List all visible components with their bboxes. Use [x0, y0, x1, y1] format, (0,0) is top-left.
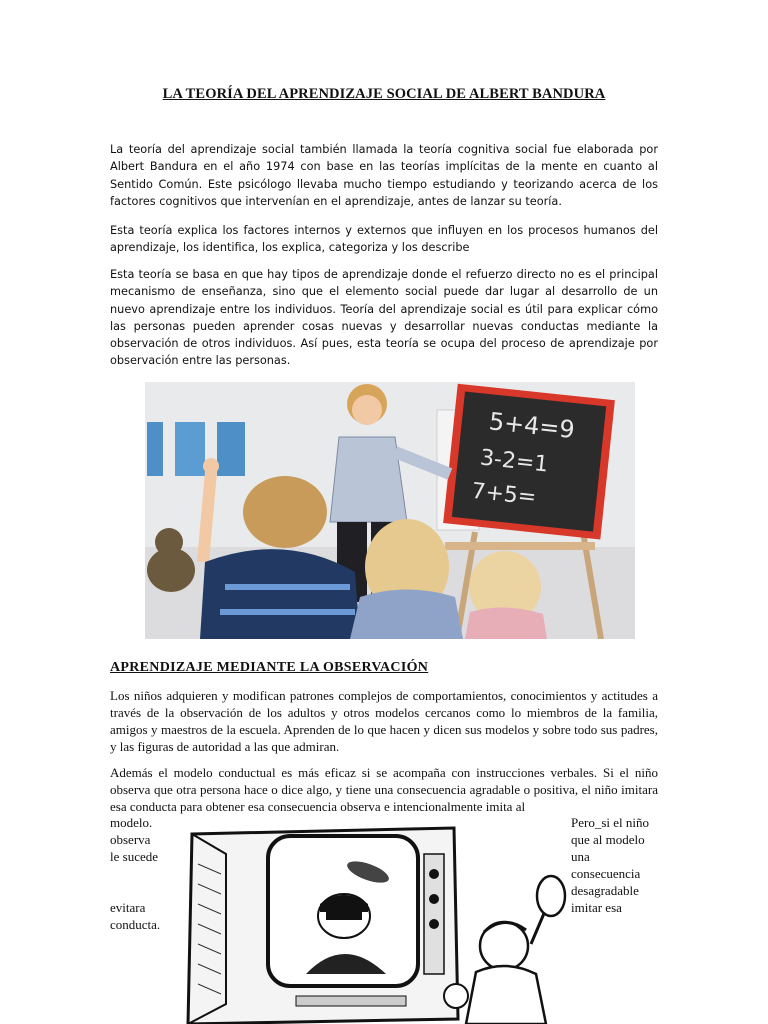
paragraph-basis: Esta teoría se basa en que hay tipos de aprendizaje donde el refuerzo directo no es el principal mecanismo de enseñanza, sino que el elemento social puede dar lugar al desarrollo de un nuevo aprendizaje entre los individuos. Teoría del aprendizaje social es útil para explicar cómo las personas pueden aprender cosas nuevas y desarrollar nuevas conductas mediante la observación de otros individuos. Así pues, esta teoría se ocupa del proceso de aprendizaje por observación entre las personas.: [110, 268, 658, 368]
wrap-right-line: Pero_si el niño: [571, 815, 649, 830]
classroom-photo-illustration: [145, 382, 635, 639]
wrap-left-line: modelo.: [110, 815, 153, 830]
section-heading-observation: APRENDIZAJE MEDIANTE LA OBSERVACIÓN: [110, 660, 429, 675]
classroom-photo: [145, 382, 635, 639]
wrap-right-line: imitar esa: [571, 900, 622, 915]
wrap-right-line: consecuencia: [571, 866, 641, 881]
paragraph-factors: Esta teoría explica los factores internos y externos que influyen en los procesos humanos del aprendizaje, los identifica, los explica, categoriza y los describe: [110, 224, 658, 255]
wrap-left-line: observa: [110, 832, 151, 847]
blackboard-line-1: 5+4=9: [487, 407, 577, 445]
document-title: LA TEORÍA DEL APRENDIZAJE SOCIAL DE ALBERT BANDURA: [162, 86, 606, 102]
paragraph-children-learn: Los niños adquieren y modifican patrones complejos de comportamientos, conocimientos y actitudes a través de la observación de los adultos y otros modelos cercanos como lo miembros de la familia, amigos y maestros de la escuela. Aprenden de lo que hacen y dicen sus modelos y sobre todo sus padres, y las figuras de autoridad a las que admiran.: [110, 688, 658, 754]
blackboard-line-2: 3-2=1: [478, 445, 550, 478]
wrap-right-line: que al modelo: [571, 832, 645, 847]
tv-cartoon-illustration: [186, 824, 571, 1024]
wrap-left-line: evitara: [110, 900, 146, 915]
paragraph-model: Además el modelo conductual es más eficaz si se acompaña con instrucciones verbales. Si el niño observa que otra persona hace o dice algo, y tiene una consecuencia agradable o positiva, el niño imitara esa conducta para obtener esa consecuencia observa e intencionalmente imita al: [110, 765, 658, 814]
blackboard-line-3: 7+5=: [470, 478, 538, 511]
tv-cartoon-drawing: [186, 824, 571, 1024]
wrap-right-line: desagradable: [571, 883, 639, 898]
wrap-left-line: conducta.: [110, 917, 161, 932]
wrap-right-line: una: [571, 849, 590, 864]
paragraph-intro: La teoría del aprendizaje social también llamada la teoría cognitiva social fue elaborada por Albert Bandura en el año 1974 con base en las teorías implícitas de la mente en cuanto al Sentido Común. Este psicólogo llevaba mucho tiempo estudiando y teorizando acerca de los factores cognitivos que intervenían en el aprendizaje, antes de lanzar su teoría.: [110, 143, 658, 208]
wrap-left-line: le sucede: [110, 849, 159, 864]
